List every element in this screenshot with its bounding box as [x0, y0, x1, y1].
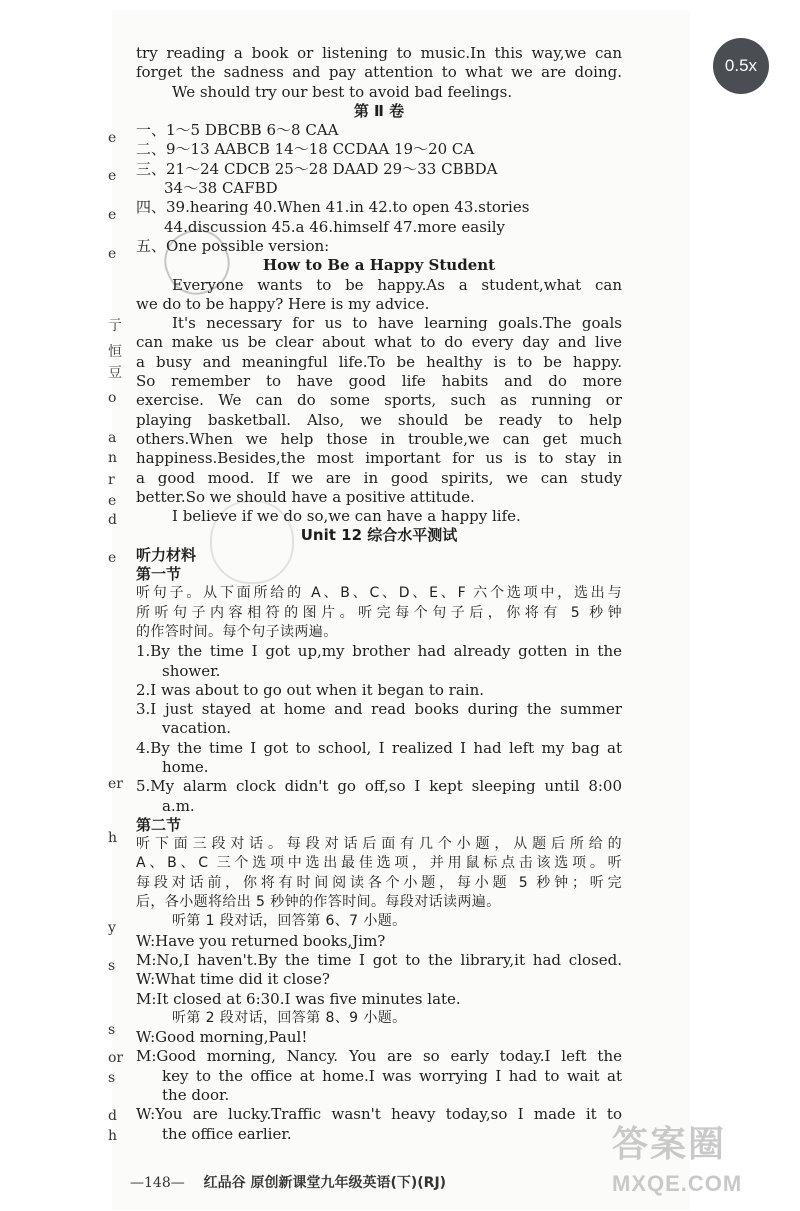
- margin-char: r: [108, 472, 115, 488]
- margin-char: s: [108, 1022, 116, 1038]
- text-line: 5.My alarm clock didn't go off,so I kept sleeping until 8:00: [136, 777, 622, 796]
- margin-char: s: [108, 958, 116, 974]
- text-line: M:No,I haven't.By the time I got to the library,it had closed.: [136, 950, 622, 969]
- watermark-logo: 答案圈 MXQE.COM: [612, 1123, 743, 1196]
- text-line: W:You are lucky.Traffic wasn't heavy today,so I made it to: [136, 1105, 622, 1124]
- text-line: So remember to have good life habits and do more: [136, 372, 622, 391]
- margin-char: 豆: [108, 365, 122, 381]
- text-line: A、B、C 三个选项中选出最佳选项，并用鼠标点击该选项。听: [136, 855, 622, 872]
- text-line: home.: [162, 757, 209, 776]
- text-line: key to the office at home.I was worrying I had to wait at: [162, 1066, 622, 1085]
- zoom-level-button[interactable]: 0.5x: [713, 38, 769, 94]
- text-line: happiness.Besides,the most important for us is to stay in: [136, 449, 622, 468]
- text-line: 四、39.hearing 40.When 41.in 42.to open 43.stories: [136, 198, 530, 217]
- text-line: 每段对话前，你将有时间阅读各个小题，每小题 5 秒钟；听完: [136, 874, 622, 891]
- text-line: 五、One possible version:: [136, 236, 330, 255]
- text-line: a busy and meaningful life.To be healthy is to be happy.: [136, 352, 622, 371]
- margin-char: d: [108, 512, 117, 528]
- text-line: 听句子。从下面所给的 A、B、C、D、E、F 六个选项中，选出与: [136, 585, 622, 602]
- text-line: 1.By the time I got up,my brother had already gotten in the: [136, 642, 622, 661]
- margin-char: n: [108, 450, 118, 466]
- text-line: we do to be happy? Here is my advice.: [136, 294, 430, 313]
- margin-char: d: [108, 1108, 117, 1124]
- text-line: M:Good morning, Nancy. You are so early today.I left the: [136, 1047, 622, 1066]
- margin-char: s: [108, 1070, 116, 1086]
- text-line: Unit 12 综合水平测试: [300, 526, 458, 545]
- text-line: We should try our best to avoid bad feelings.: [172, 82, 513, 101]
- text-line: 三、21～24 CDCB 25～28 DAAD 29～33 CBBDA: [136, 159, 498, 178]
- book-title: 红品谷 原创新课堂九年级英语(下)(RJ): [203, 1175, 447, 1191]
- text-line: 听力材料: [136, 545, 197, 564]
- margin-char: 恒: [108, 344, 122, 360]
- text-line: 一、1～5 DBCBB 6～8 CAA: [136, 121, 339, 140]
- margin-char: h: [108, 1128, 118, 1144]
- page-footer: [130, 1172, 446, 1192]
- text-line: try reading a book or listening to music.In this way,we can: [136, 44, 622, 62]
- document-body: [136, 44, 622, 1144]
- text-line: How to Be a Happy Student: [262, 256, 496, 275]
- text-line: 的作答时间。每个句子读两遍。: [136, 623, 338, 640]
- text-line: Everyone wants to be happy.As a student,what can: [172, 275, 622, 294]
- text-line: 后，各小题将给出 5 秒钟的作答时间。每段对话读两遍。: [136, 894, 501, 911]
- text-line: a.m.: [162, 796, 195, 815]
- text-line: 2.I was about to go out when it began to rain.: [136, 680, 485, 699]
- text-line: forget the sadness and pay attention to what we are doing.: [136, 63, 622, 82]
- text-line: 第 Ⅱ 卷: [353, 101, 405, 120]
- viewer-side-panel: [690, 0, 800, 1211]
- margin-char: e: [108, 246, 117, 262]
- text-line: 听第 2 段对话，回答第 8、9 小题。: [172, 1009, 407, 1026]
- text-line: exercise. We can do some sports, such as running or: [136, 391, 622, 410]
- margin-char: 亍: [108, 318, 122, 334]
- text-line: I believe if we do so,we can have a happy life.: [172, 507, 521, 526]
- margin-char: h: [108, 830, 118, 846]
- text-line: 第一节: [136, 565, 182, 584]
- text-line: a good mood. If we are in good spirits, we can study: [136, 468, 622, 487]
- text-line: better.So we should have a positive attitude.: [136, 487, 475, 506]
- text-line: W:Have you returned books,Jim?: [136, 931, 386, 950]
- margin-char: er: [108, 776, 123, 792]
- margin-char: e: [108, 207, 117, 223]
- text-line: 二、9～13 AABCB 14～18 CCDAA 19～20 CA: [136, 140, 475, 159]
- text-line: the office earlier.: [162, 1124, 292, 1143]
- text-line: 4.By the time I got to school, I realized I had left my bag at: [136, 738, 622, 757]
- margin-char: e: [108, 168, 117, 184]
- text-line: 所听句子内容相符的图片。听完每个句子后，你将有 5 秒钟: [136, 604, 622, 621]
- margin-char: e: [108, 130, 117, 146]
- text-line: others.When we help those in trouble,we can get much: [136, 429, 622, 448]
- text-line: vacation.: [162, 719, 232, 738]
- margin-char: or: [108, 1050, 124, 1066]
- text-line: shower.: [162, 661, 221, 680]
- text-line: 听第 1 段对话，回答第 6、7 小题。: [172, 913, 407, 930]
- text-line: 34～38 CAFBD: [164, 179, 278, 198]
- margin-char: e: [108, 550, 117, 566]
- text-line: 第二节: [136, 815, 182, 834]
- text-line: playing basketball. Also, we should be ready to help: [136, 410, 622, 429]
- text-line: the door.: [162, 1086, 230, 1105]
- text-line: can make us be clear about what to do every day and live: [136, 333, 622, 352]
- text-line: W:Good morning,Paul!: [136, 1028, 308, 1047]
- text-line: It's necessary for us to have learning goals.The goals: [172, 314, 622, 333]
- text-line: 44.discussion 45.a 46.himself 47.more easily: [164, 217, 505, 236]
- margin-char: y: [108, 920, 116, 936]
- text-line: W:What time did it close?: [136, 970, 330, 989]
- text-line: 听下面三段对话。每段对话后面有几个小题，从题后所给的: [136, 836, 622, 853]
- margin-char: o: [108, 390, 117, 406]
- text-line: M:It closed at 6:30.I was five minutes late.: [136, 989, 461, 1008]
- page-number: —148—: [130, 1175, 185, 1191]
- margin-char: a: [108, 430, 117, 446]
- text-line: 3.I just stayed at home and read books during the summer: [136, 700, 622, 719]
- margin-char: e: [108, 493, 117, 509]
